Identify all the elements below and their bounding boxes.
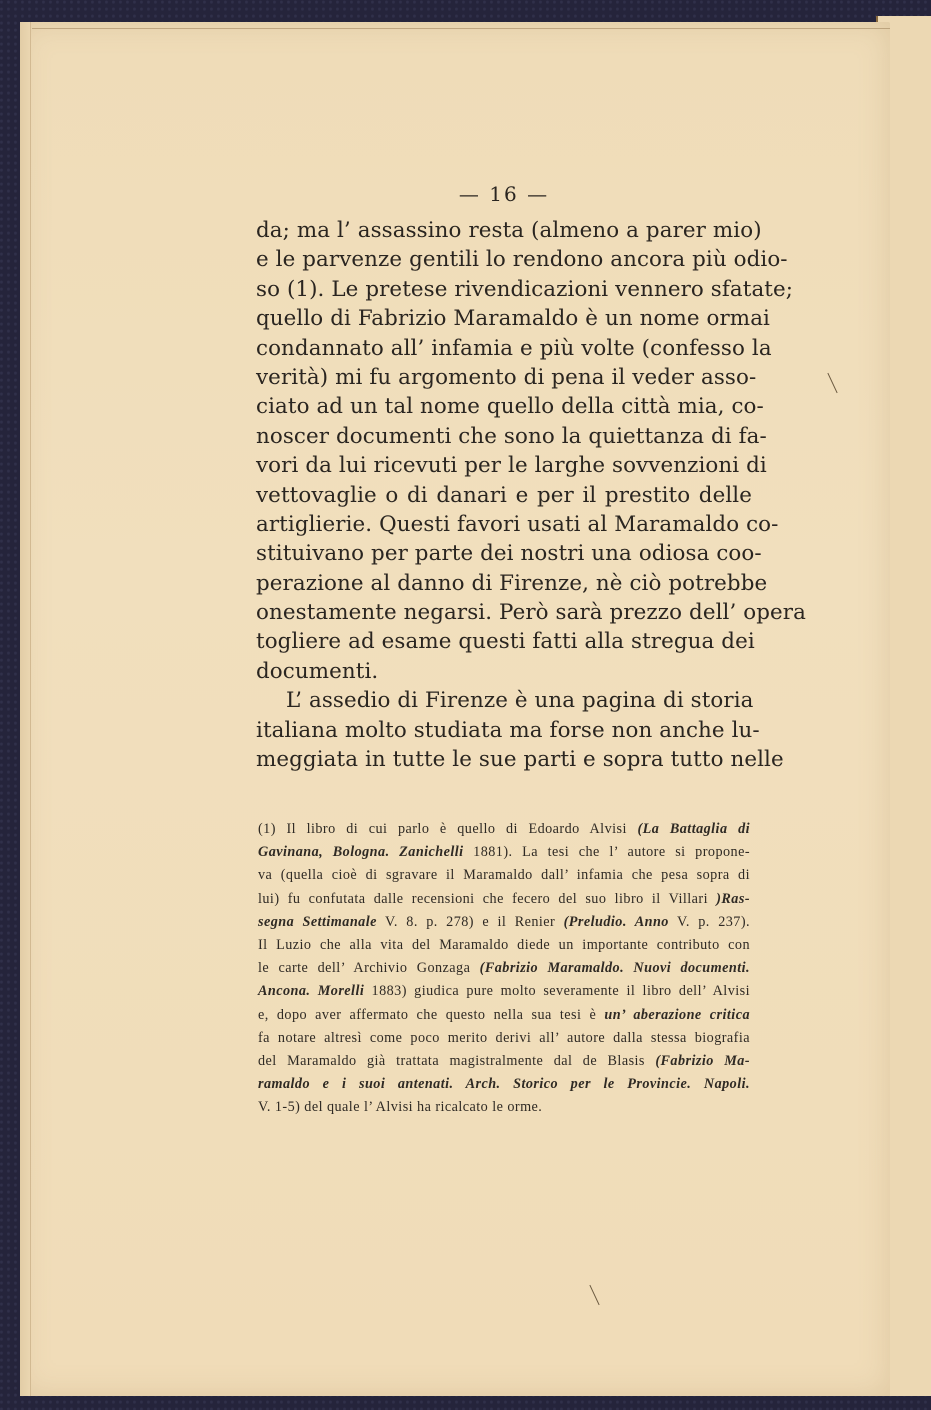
body-line: documenti. [256,658,379,684]
footnote-line [258,1073,750,1096]
body-line: togliere ad esame questi fatti alla stregua dei [256,629,755,655]
footnote-line [258,1027,750,1050]
footnote-line [258,934,750,957]
footnote-text: 1881). La tesi che l’ autore si propone- [463,844,750,861]
body-line: so (1). Le pretese rivendicazioni vennero sfatate; [256,276,794,302]
page-top-edge [32,24,890,29]
footnote-citation: un’ aberazione critica [604,1006,750,1023]
footnote-line [258,1096,750,1119]
body-line: artiglierie. Questi favori usati al Maramaldo co- [256,511,779,537]
footnote-citation: Ancona. Morelli [258,983,365,1000]
footnote-text: va (quella cioè di sgravare il Maramaldo dall’ infamia che pesa sopra di [258,867,750,884]
body-line: vettovaglie o di danari e per il prestito delle [256,482,752,508]
footnote-line [258,1004,750,1027]
footnote-line [258,980,750,1003]
body-line: quello di Fabrizio Maramaldo è un nome ormai [256,306,770,332]
main-text [256,180,806,774]
footnote-text: e, dopo aver affermato che questo nella sua tesi è [258,1006,605,1023]
body-line: italiana molto studiata ma forse non anche lu- [256,717,760,743]
footnote-text: Il Luzio che alla vita del Maramaldo diede un importante contributo con [258,936,750,953]
footnote-citation: ramaldo e i suoi antenati. Arch. Storico per le Provincie. Napoli. [258,1076,750,1093]
body-line: onestamente negarsi. Però sarà prezzo dell’ opera [256,600,806,626]
body-line: perazione al danno di Firenze, nè ciò potrebbe [256,570,768,596]
footnote-text: le carte dell’ Archivio Gonzaga [258,960,480,977]
footnote-citation: )Ras- [716,890,750,907]
page-binding-edge [20,22,31,1396]
body-line: ciato ad un tal nome quello della città mia, co- [256,394,764,420]
footnote-line [258,818,750,841]
footnote-line [258,911,750,934]
footnote-citation: segna Settimanale [258,913,377,930]
page-number: — 16 — [458,182,550,206]
body-line: e le parvenze gentili lo rendono ancora più odio- [256,247,788,273]
footnote-citation: (La Battaglia di [637,821,750,837]
footnote-text: V. p. 237). [668,913,751,930]
footnote-text: V. 1-5) del quale l’ Alvisi ha ricalcato le orme. [258,1099,543,1116]
footnote-text: V. 8. p. 278) e il Renier [376,913,564,930]
body-line: condannato all’ infamia e più volte (confesso la [256,335,772,361]
body-line: meggiata in tutte le sue parti e sopra tutto nelle [256,747,784,773]
body-line: L’ assedio di Firenze è una pagina di storia [286,688,754,714]
footnote-citation: (Fabrizio Maramaldo. Nuovi documenti. [479,960,750,977]
footnote-line [258,888,750,911]
body-line: noscer documenti che sono la quiettanza di fa- [256,423,767,449]
footnote-text: fa notare altresì come poco merito derivi all’ autore dalla stessa biografia [258,1029,750,1046]
footnote-citation: (Fabrizio Ma- [655,1052,750,1069]
footnote-text: 1883) giudica pure molto severamente il libro dell’ Alvisi [364,983,750,1000]
body-line: verità) mi fu argomento di pena il veder asso- [256,364,757,390]
body-paragraphs [256,216,806,774]
footnote-line [258,841,750,864]
footnote-text: (1) Il libro di cui parlo è quello di Edoardo Alvisi [258,821,638,837]
footnote-text: del Maramaldo già trattata magistralmente dal de Blasis [258,1052,656,1069]
footnote-citation: (Preludio. Anno [563,913,669,930]
footnote-citation: Gavinana, Bologna. Zanichelli [258,844,464,861]
footnote-line [258,957,750,980]
footnote-line [258,864,750,887]
footnote-text: lui) fu confutata dalle recensioni che fecero del suo libro il Villari [258,890,717,907]
body-line: stituivano per parte dei nostri una odiosa coo- [256,541,762,567]
footnote-line [258,1050,750,1073]
body-line: vori da lui ricevuti per le larghe sovvenzioni di [256,453,767,479]
body-line: da; ma l’ assassino resta (almeno a parer mio) [256,218,762,243]
footnotes [258,818,750,1119]
